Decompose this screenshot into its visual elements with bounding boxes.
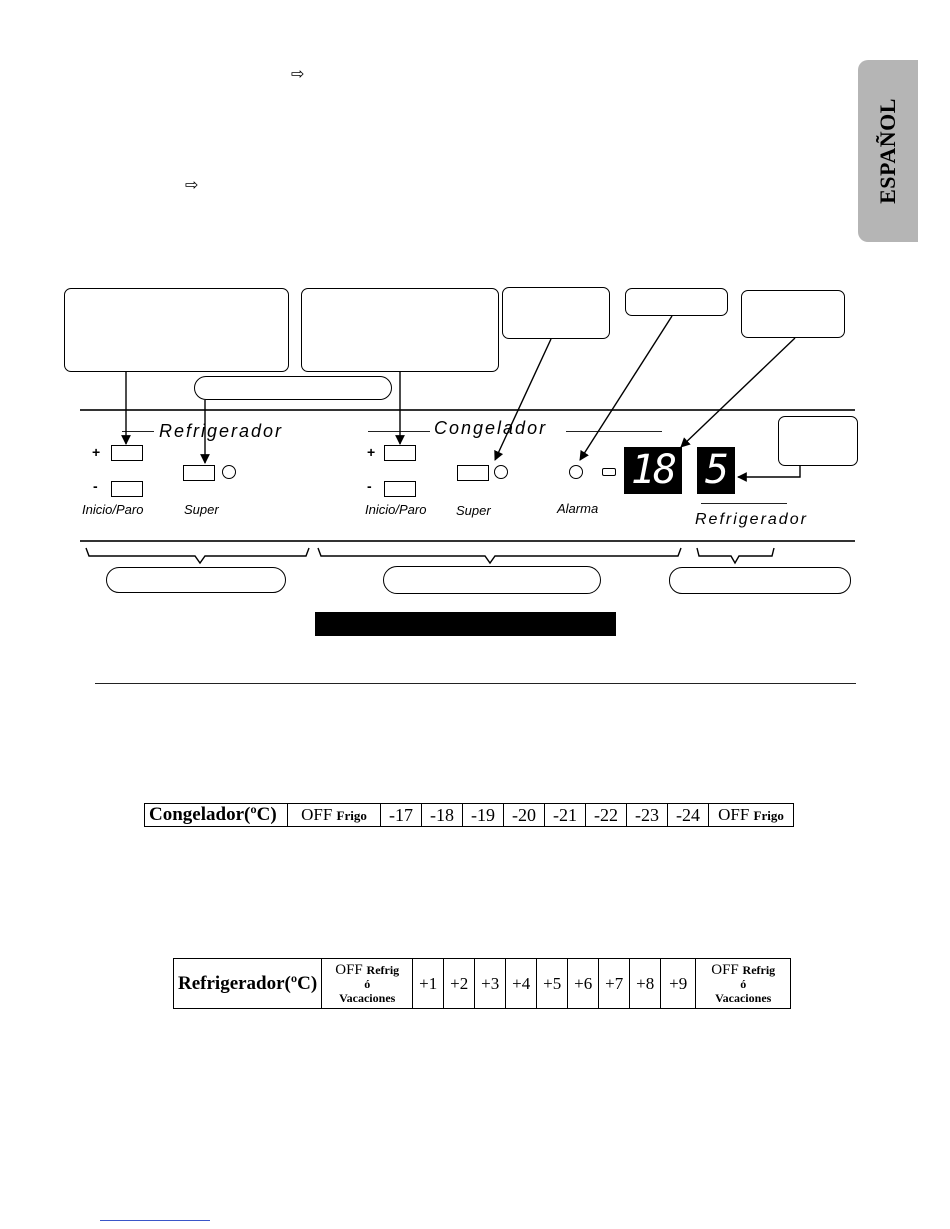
freezer-section-title: Congelador xyxy=(431,418,550,439)
freezer-minus-label: - xyxy=(367,478,372,494)
fridge-super-label: Super xyxy=(184,502,219,517)
leader-freezer-super xyxy=(495,339,551,460)
freezer-table-cell: -21 xyxy=(545,804,586,827)
fridge-minus-label: - xyxy=(93,478,98,494)
freezer-table-cell: -19 xyxy=(463,804,504,827)
fridge-table-cell: +8 xyxy=(630,959,661,1009)
freezer-table-header: Congelador(ºC) xyxy=(145,804,288,827)
freezer-table-cell: OFF Frigo xyxy=(288,804,381,827)
right-hollow-arrow-icon: ⇨ xyxy=(185,175,199,194)
freezer-start-stop-label: Inicio/Paro xyxy=(365,502,427,517)
fridge-table-cell: +4 xyxy=(506,959,537,1009)
freezer-table-cell: -23 xyxy=(627,804,668,827)
fridge-table-cell: +5 xyxy=(537,959,568,1009)
fridge-table-cell: +9 xyxy=(661,959,696,1009)
freezer-table-cell: -22 xyxy=(586,804,627,827)
fridge-table-cell: +3 xyxy=(475,959,506,1009)
fridge-section-title: Refrigerador xyxy=(156,421,286,442)
fridge-start-stop-label: Inicio/Paro xyxy=(82,502,144,517)
freezer-temp-display: 18 xyxy=(624,447,682,494)
fridge-table-cell: +1 xyxy=(413,959,444,1009)
brace-fridge xyxy=(86,548,309,563)
leader-freezer-display xyxy=(681,338,795,447)
fridge-plus-label: + xyxy=(92,444,101,460)
leader-alarm xyxy=(580,316,672,460)
fridge-table-cell: +7 xyxy=(599,959,630,1009)
freezer-table-cell: -24 xyxy=(668,804,709,827)
freezer-plus-label: + xyxy=(367,444,376,460)
alarm-label: Alarma xyxy=(557,501,599,516)
fridge-table-cell: +2 xyxy=(444,959,475,1009)
display-caption: Refrigerador xyxy=(695,511,808,528)
fridge-table-cell: +6 xyxy=(568,959,599,1009)
freezer-table-cell: -18 xyxy=(422,804,463,827)
brace-freezer xyxy=(318,548,681,563)
brace-display xyxy=(697,548,774,563)
freezer-table-cell: OFF Frigo xyxy=(709,804,794,827)
fridge-temp-display: 5 xyxy=(697,447,735,494)
fridge-table-off-cell: OFF Refrig ó Vacaciones xyxy=(322,959,413,1009)
leader-fridge-display xyxy=(738,466,800,477)
fridge-table-header: Refrigerador(ºC) xyxy=(174,959,322,1009)
freezer-table-cell: -20 xyxy=(504,804,545,827)
language-tab-label: ESPAÑOL xyxy=(875,98,900,204)
freezer-super-label: Super xyxy=(456,503,491,518)
right-hollow-arrow-icon: ⇨ xyxy=(291,64,305,83)
fridge-table-off-cell: OFF Refrig ó Vacaciones xyxy=(696,959,791,1009)
freezer-table-cell: -17 xyxy=(381,804,422,827)
